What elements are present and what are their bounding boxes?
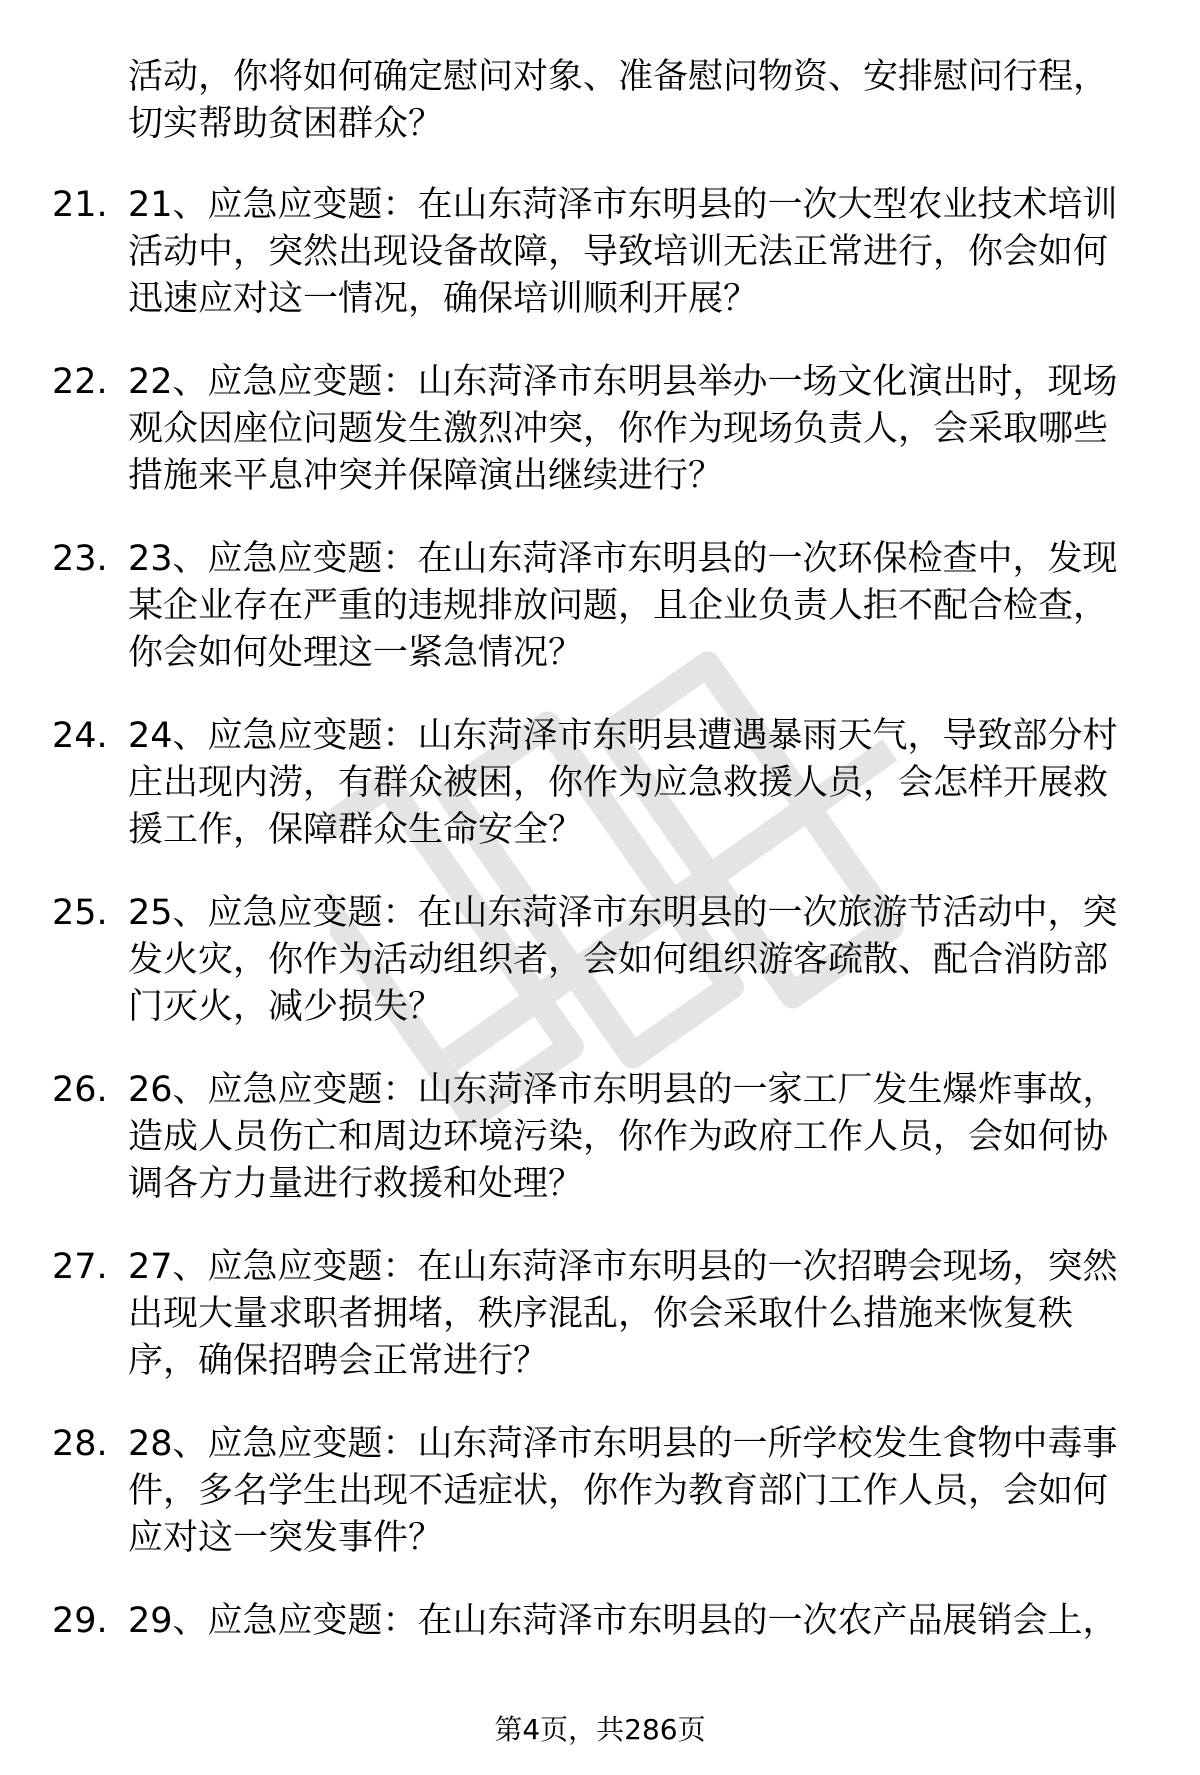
question-list (0, 182, 1200, 1775)
continuation-paragraph: 活动，你将如何确定慰问对象、准备慰问物资、安排慰问行程， 切实帮助贫困群众？ (128, 57, 1109, 144)
item-number: 24. (52, 716, 108, 756)
item-number: 28. (52, 1424, 108, 1464)
list-item (0, 1244, 1200, 1421)
item-number: 23. (52, 539, 108, 579)
item-text: 29、应急应变题：在山东菏泽市东明县的一次农产品展销会上， (128, 1601, 1118, 1641)
item-number: 29. (52, 1601, 108, 1641)
item-text: 22、应急应变题：山东菏泽市东明县举办一场文化演出时，现场 观众因座位问题发生激烈冲突，你作为现场负责人，会采取哪些 措施来平息冲突并保障演出继续进行？ (128, 362, 1118, 496)
item-number: 21. (52, 185, 108, 225)
item-number: 27. (52, 1247, 108, 1287)
item-text: 26、应急应变题：山东菏泽市东明县的一家工厂发生爆炸事故， 造成人员伤亡和周边环境污染，你作为政府工作人员，会如何协 调各方力量进行救援和处理？ (128, 1070, 1118, 1204)
list-item (0, 182, 1200, 359)
item-text: 21、应急应变题：在山东菏泽市东明县的一次大型农业技术培训 活动中，突然出现设备故障，导致培训无法正常进行，你会如何 迅速应对这一情况，确保培训顺利开展？ (128, 185, 1118, 319)
list-item (0, 713, 1200, 890)
list-item (0, 890, 1200, 1067)
list-item (0, 536, 1200, 713)
item-text: 27、应急应变题：在山东菏泽市东明县的一次招聘会现场，突然 出现大量求职者拥堵，秩序混乱，你会采取什么措施来恢复秩 序，确保招聘会正常进行？ (128, 1247, 1118, 1381)
page-footer: 第4页，共286页 (494, 1713, 706, 1746)
item-number: 22. (52, 362, 108, 402)
list-item (0, 1598, 1200, 1775)
item-text: 23、应急应变题：在山东菏泽市东明县的一次环保检查中，发现 某企业存在严重的违规排放问题，且企业负责人拒不配合检查， 你会如何处理这一紧急情况？ (128, 539, 1118, 673)
item-text: 25、应急应变题：在山东菏泽市东明县的一次旅游节活动中，突 发火灾，你作为活动组织者，会如何组织游客疏散、配合消防部 门灭火，减少损失？ (128, 893, 1118, 1027)
list-item (0, 1421, 1200, 1598)
list-item (0, 359, 1200, 536)
list-item (0, 1067, 1200, 1244)
item-text: 24、应急应变题：山东菏泽市东明县遭遇暴雨天气，导致部分村 庄出现内涝，有群众被困，你作为应急救援人员，会怎样开展救 援工作，保障群众生命安全？ (128, 716, 1118, 850)
item-number: 25. (52, 893, 108, 933)
item-number: 26. (52, 1070, 108, 1110)
item-text: 28、应急应变题：山东菏泽市东明县的一所学校发生食物中毒事 件，多名学生出现不适症状，你作为教育部门工作人员，会如何 应对这一突发事件？ (128, 1424, 1118, 1558)
